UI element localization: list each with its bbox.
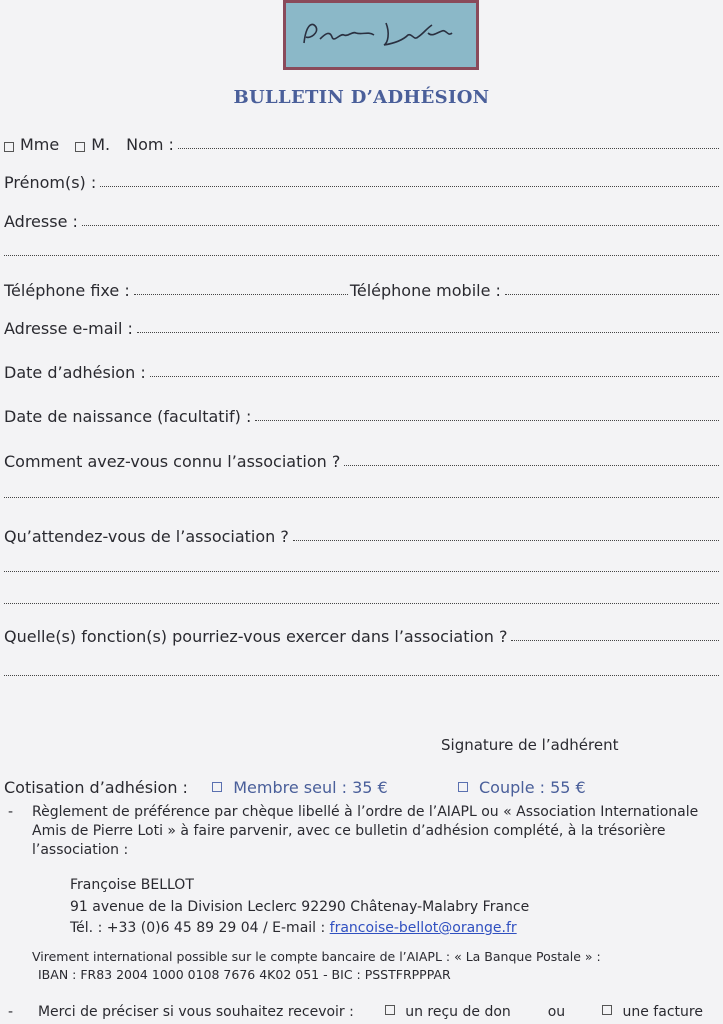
cotisation-label: Cotisation d’adhésion :: [4, 778, 188, 797]
tresoriere-email-link[interactable]: francoise-bellot@orange.fr: [329, 920, 517, 936]
cotisation-row: [4, 778, 586, 797]
date-naissance-label: Date de naissance (facultatif) :: [4, 407, 252, 426]
couple-label: Couple : 55 €: [479, 778, 586, 797]
attendez-field[interactable]: [293, 540, 719, 541]
email-label: Adresse e-mail :: [4, 319, 133, 338]
or-label: ou: [547, 1004, 566, 1020]
date-adhesion-label: Date d’adhésion :: [4, 363, 146, 382]
checkbox-facture[interactable]: [602, 1005, 612, 1015]
recu-don-label: un reçu de don: [405, 1004, 511, 1020]
row-date-adhesion: [4, 360, 719, 382]
nom-field[interactable]: [178, 148, 719, 149]
adresse-label: Adresse :: [4, 212, 78, 231]
prenom-field[interactable]: [100, 186, 719, 187]
adresse-field[interactable]: [82, 225, 719, 226]
checkbox-m[interactable]: [75, 142, 85, 152]
mme-label: Mme: [20, 135, 60, 154]
tresoriere-tel: Tél. : +33 (0)6 45 89 29 04 / E-mail :: [70, 920, 326, 936]
date-adhesion-field[interactable]: [150, 376, 719, 377]
fonction-label: Quelle(s) fonction(s) pourriez-vous exercer dans l’association ?: [4, 627, 508, 646]
reglement-paragraph: [8, 803, 723, 860]
merci-dash: -: [8, 1004, 14, 1020]
facture-label: une facture: [622, 1004, 703, 1020]
fonction-field[interactable]: [511, 640, 719, 641]
date-naissance-field[interactable]: [255, 420, 719, 421]
tel-fixe-field[interactable]: [134, 294, 348, 295]
tresoriere-address: 91 avenue de la Division Leclerc 92290 Châtenay-Malabry France: [70, 899, 530, 915]
reglement-dash: -: [8, 804, 14, 820]
adresse-field-line2[interactable]: [4, 255, 719, 256]
row-telephone: [4, 278, 719, 300]
m-label: M.: [91, 135, 111, 154]
comment-field[interactable]: [344, 465, 719, 466]
signature-logo-icon: [286, 3, 476, 67]
comment-label: Comment avez-vous connu l’association ?: [4, 452, 341, 471]
merci-text: Merci de préciser si vous souhaitez recevoir :: [37, 1004, 354, 1020]
row-adresse: [4, 209, 719, 231]
row-date-naissance: [4, 404, 719, 426]
row-comment: [4, 449, 719, 471]
checkbox-membre-seul[interactable]: [212, 782, 222, 792]
email-field[interactable]: [137, 332, 719, 333]
attendez-label: Qu’attendez-vous de l’association ?: [4, 527, 289, 546]
comment-field-line2[interactable]: [4, 497, 719, 498]
virement-line2: IBAN : FR83 2004 1000 0108 7676 4K02 051 - BIC : PSSTFRPPPAR: [38, 967, 451, 982]
row-email: [4, 316, 719, 338]
checkbox-mme[interactable]: [4, 142, 14, 152]
pierre-loti-logo: [283, 0, 479, 70]
tel-fixe-label: Téléphone fixe :: [4, 281, 130, 300]
signature-label: Signature de l’adhérent: [441, 736, 619, 754]
fonction-field-line2[interactable]: [4, 675, 719, 676]
tresoriere-contact: [70, 919, 517, 938]
attendez-field-line2[interactable]: [4, 571, 719, 572]
row-prenom: [4, 170, 719, 192]
tel-mobile-field[interactable]: [505, 294, 719, 295]
virement-line1: Virement international possible sur le compte bancaire de l’AIAPL : « La Banque Postale » :: [32, 949, 601, 964]
membre-seul-label: Membre seul : 35 €: [233, 778, 388, 797]
tresoriere-name: Françoise BELLOT: [70, 877, 194, 893]
checkbox-couple[interactable]: [458, 782, 468, 792]
attendez-field-line3[interactable]: [4, 603, 719, 604]
row-nom: [4, 132, 719, 154]
reglement-line1: Règlement de préférence par chèque libellé à l’ordre de l’AIAPL ou « Association Internationale: [32, 804, 699, 820]
prenom-label: Prénom(s) :: [4, 173, 97, 192]
tel-mobile-label: Téléphone mobile :: [349, 281, 501, 300]
reglement-line2: Amis de Pierre Loti » à faire parvenir, avec ce bulletin d’adhésion complété, à la trésorière: [32, 823, 666, 839]
form-title: BULLETIN D’ADHÉSION: [233, 87, 490, 108]
checkbox-recu-don[interactable]: [385, 1005, 395, 1015]
row-attendez: [4, 524, 719, 546]
merci-row: [8, 1004, 703, 1020]
row-fonction: [4, 624, 719, 646]
nom-label: Nom :: [126, 135, 174, 154]
reglement-line3: l’association :: [32, 842, 129, 858]
